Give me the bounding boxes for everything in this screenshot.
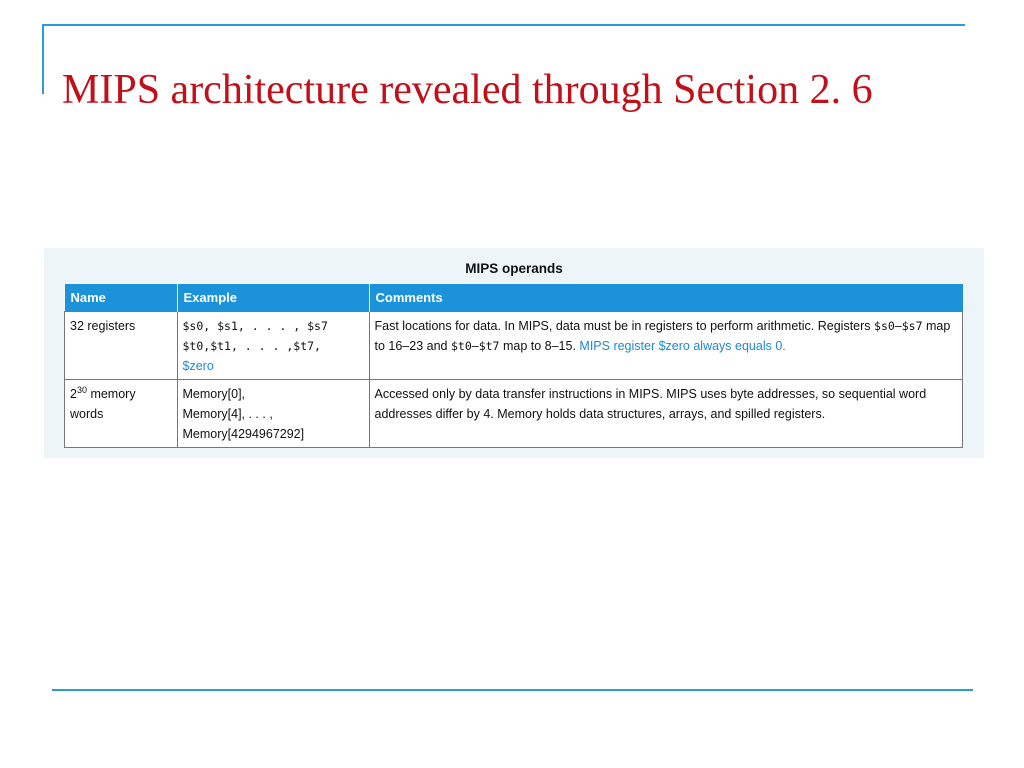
row1-comment-d: –: [471, 339, 479, 353]
row1-example-line2: $t0,$t1, . . . ,$t7,: [182, 339, 321, 353]
row2-name-exponent: 30: [76, 384, 87, 395]
row2-name-cell: [65, 380, 178, 448]
row2-comment-cell: [369, 380, 963, 448]
row1-comment-c: map to 16–23 and: [374, 319, 951, 353]
row2-comment: Accessed only by data transfer instructions in MIPS. MIPS uses byte addresses, so sequential word addresses differ by 4. Memory holds data structures, arrays, and spilled registers.: [374, 387, 927, 421]
row1-comment-b: –: [894, 319, 902, 333]
row1-comment-code4: $t7: [478, 339, 500, 353]
header-comments: Comments: [369, 284, 963, 312]
row1-comment-e: map to 8–15.: [499, 339, 580, 353]
row1-example-line1: $s0, $s1, . . . , $s7: [182, 319, 328, 333]
mips-operands-figure: [44, 248, 984, 458]
table-row: [65, 312, 963, 380]
row2-example-line1: Memory[0],: [182, 387, 246, 401]
row1-example-cell: [177, 312, 369, 380]
row2-example-line3: Memory[4294967292]: [182, 427, 305, 441]
row1-name: 32 registers: [70, 319, 136, 333]
row1-comment-code2: $s7: [901, 319, 923, 333]
row1-comment-code1: $s0: [874, 319, 895, 333]
row1-name-cell: [65, 312, 178, 380]
row2-example-cell: [177, 380, 369, 448]
slide-title: MIPS architecture revealed through Section 2. 6: [62, 67, 873, 114]
row1-comment-code3: $t0: [450, 339, 472, 353]
row1-comment-cell: [369, 312, 963, 380]
top-horizontal-rule: [42, 24, 965, 26]
row2-example-line2: Memory[4], . . . ,: [182, 407, 273, 421]
table-header-row: [65, 284, 963, 312]
header-name: Name: [65, 284, 178, 312]
table-row: [65, 380, 963, 448]
row2-name-rest: memory words: [70, 387, 136, 421]
row1-example-line3: $zero: [182, 359, 214, 373]
header-example: Example: [177, 284, 369, 312]
row1-comment-a: Fast locations for data. In MIPS, data must be in registers to perform arithmetic. Registers: [374, 319, 875, 333]
table-caption: MIPS operands: [465, 261, 563, 276]
mips-operands-table: [64, 284, 963, 448]
row2-name-base: 2: [70, 387, 77, 401]
row1-comment-highlight: MIPS register $zero always equals 0.: [579, 339, 786, 353]
top-left-vertical-rule: [42, 24, 44, 94]
bottom-horizontal-rule: [52, 689, 973, 691]
